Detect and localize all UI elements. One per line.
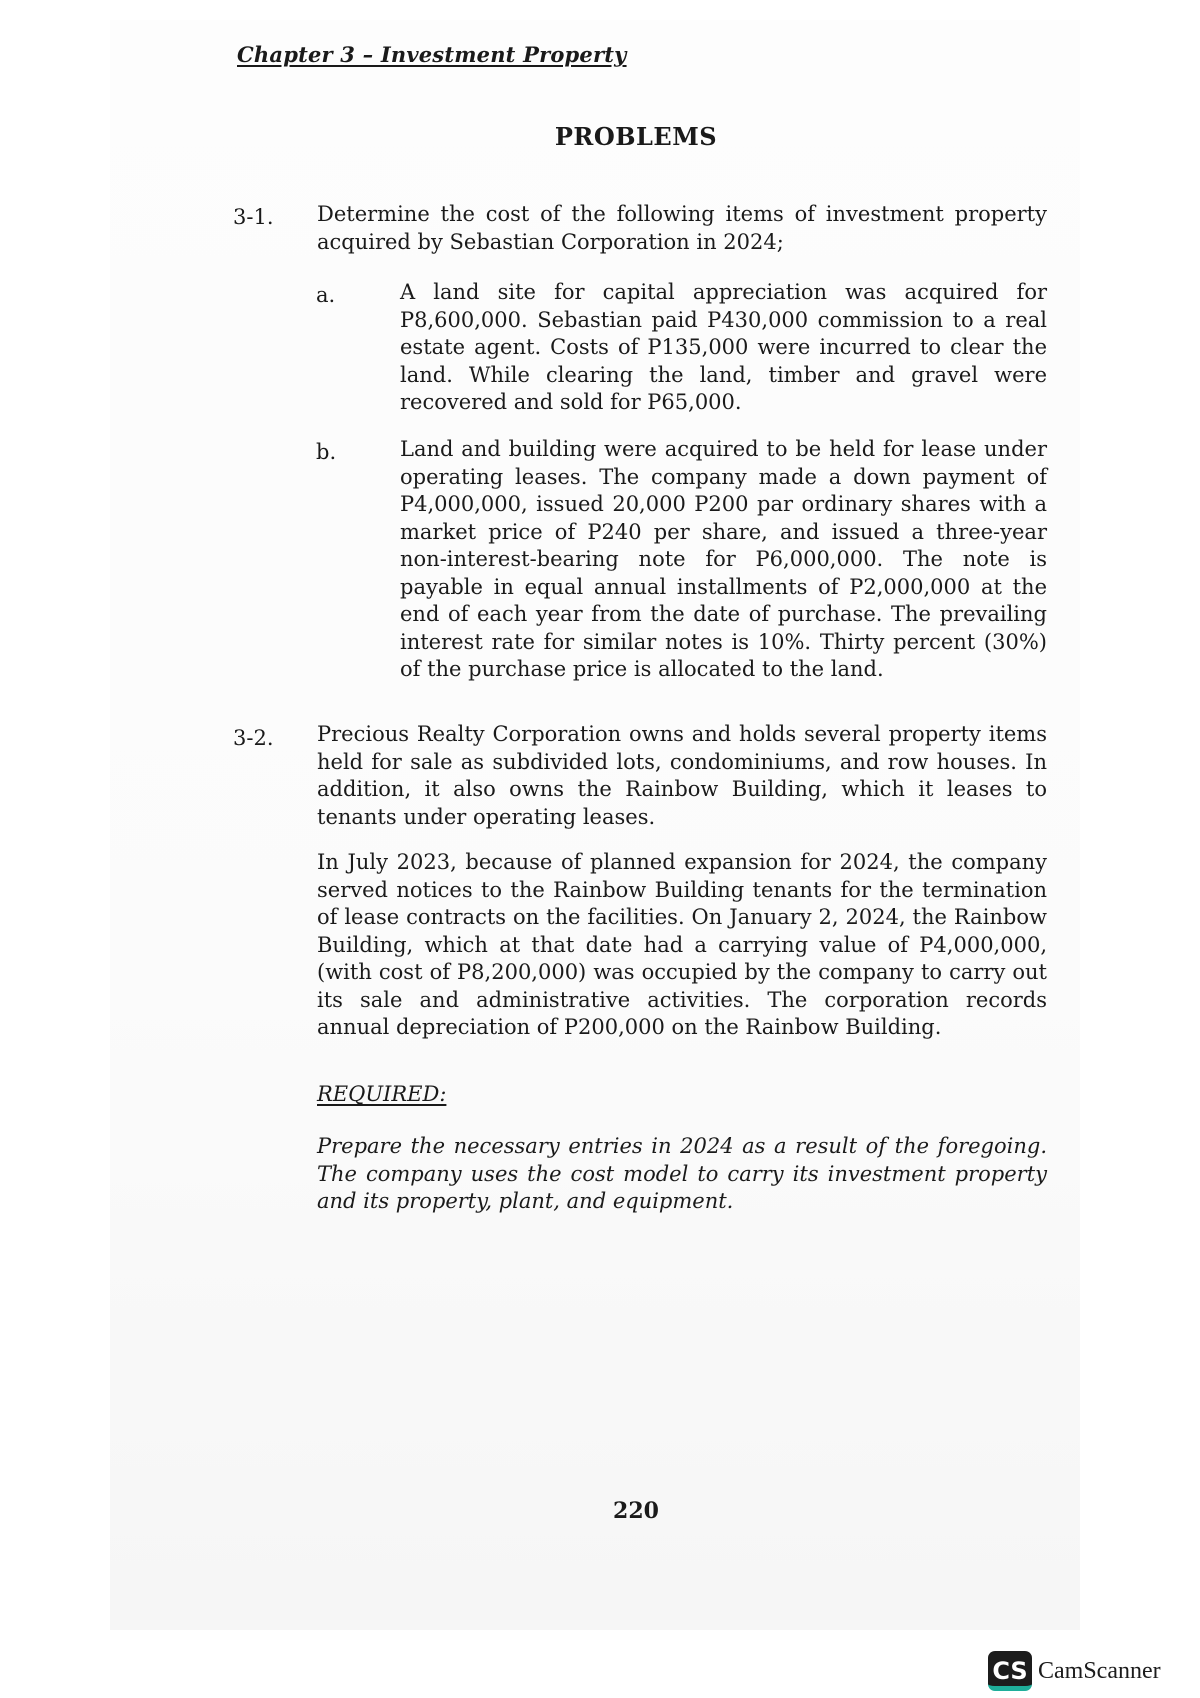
section-title: PROBLEMS — [554, 122, 718, 151]
item-text: Land and building were acquired to be held for lease under operating leases. The company made a down payment of P4,000,000, issued 20,000 P200 par ordinary shares with a market price of P240 per share, and issued a three-year non-interest-bearing note for P6,000,000. The note is payable in equal annual installments of P2,000,000 at the end of each year from the date of purchase. The prevailing interest rate for similar notes is 10%. Thirty percent (30%) of the purchase price is allocated to the land. — [400, 437, 1047, 681]
item-letter: b. — [316, 440, 337, 464]
camscanner-logo-icon: CS — [988, 1651, 1032, 1691]
running-header: Chapter 3 – Investment Property — [237, 42, 627, 67]
problem-paragraph: Precious Realty Corporation owns and holds several property items held for sale as subdivided lots, condominiums, and row houses. In addition, it also owns the Rainbow Building, which it leases to tenants under operating leases. — [317, 722, 1047, 829]
required-text: Prepare the necessary entries in 2024 as a result of the foregoing. The company uses the cost model to carry its investment property and its property, plant, and equipment. — [317, 1134, 1047, 1213]
item-text: A land site for capital appreciation was acquired for P8,600,000. Sebastian paid P430,000 commission to a real estate agent. Costs of P135,000 were incurred to clear the land. While clearing the land, timber and gravel were recovered and sold for P65,000. — [400, 280, 1047, 414]
camscanner-watermark — [988, 1651, 1161, 1691]
page-number: 220 — [613, 1498, 659, 1524]
camscanner-name: CamScanner — [1038, 1657, 1161, 1684]
required-label: REQUIRED: — [317, 1082, 447, 1106]
problem-number: 3-2. — [233, 726, 274, 750]
problem-number: 3-1. — [233, 205, 274, 229]
item-letter: a. — [316, 283, 336, 307]
problem-paragraph: In July 2023, because of planned expansion for 2024, the company served notices to the Rainbow Building tenants for the termination of lease contracts on the facilities. On January 2, 2024, the Rainbow Building, which at that date had a carrying value of P4,000,000, (with cost of P8,200,000) was occupied by the company to carry out its sale and administrative activities. The corporation records annual depreciation of P200,000 on the Rainbow Building. — [317, 850, 1047, 1039]
problem-intro: Determine the cost of the following items of investment property acquired by Sebastian Corporation in 2024; — [317, 202, 1047, 254]
